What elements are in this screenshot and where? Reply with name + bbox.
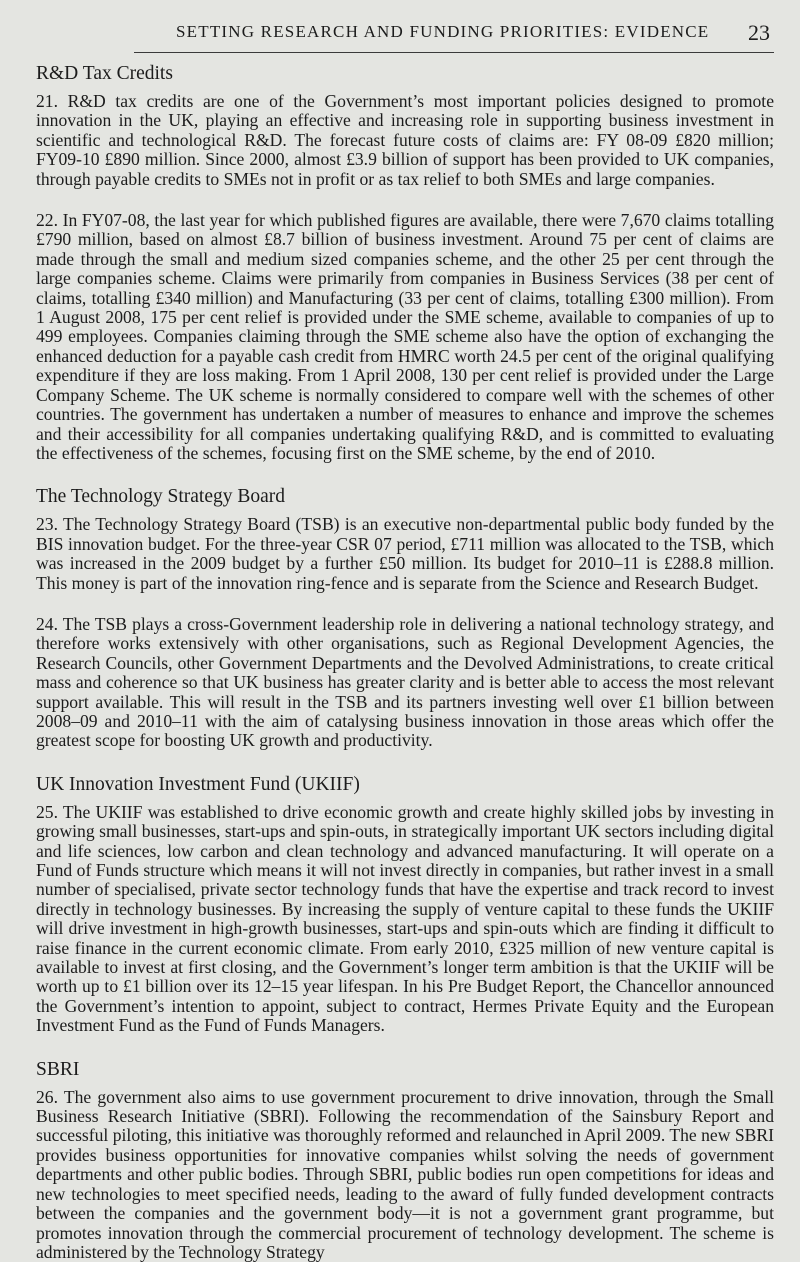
section-rd-tax-credits (36, 62, 774, 463)
section-heading: R&D Tax Credits (36, 63, 173, 84)
paragraph-22: 22. In FY07-08, the last year for which published figures are available, there were 7,670 claims totalling £790 million, based on almost £8.7 billion of business investment. Around 75 per cent of claims are made through the small and medium sized companies scheme, and the other 25 per cent through the large companies scheme. Claims were primarily from companies in Business Services (38 per cent of claims, totalling £340 million) and Manufacturing (33 per cent of claims, totalling £300 million). From 1 August 2008, 175 per cent relief is provided under the SME scheme, available to companies of up to 499 employees. Companies claiming through the SME scheme also have the option of exchanging the enhanced deduction for a payable cash credit from HMRC worth 24.5 per cent of the original qualifying expenditure if they are loss making. From 1 April 2008, 130 per cent relief is provided under the Large Company Scheme. The UK scheme is normally considered to compare well with the schemes of other countries. The government has undertaken a number of measures to enhance and improve the schemes and their accessibility for all companies undertaking qualifying R&D, and is committed to evaluating the effectiveness of the schemes, focusing first on the SME scheme, by the end of 2010. (36, 210, 774, 463)
section-heading: SBRI (36, 1058, 80, 1080)
paragraph-24: 24. The TSB plays a cross-Government leadership role in delivering a national technology strategy, and therefore works extensively with other organisations, such as Regional Development Agencies, the Research Councils, other Government Departments and the Devolved Administrations, to create critical mass and coherence so that UK business has greater clarity and is better able to access the most relevant support available. This will result in the TSB and its partners investing well over £1 billion between 2008–09 and 2010–11 with the aim of catalysing business innovation in those areas which offer the greatest scope for boosting UK growth and productivity. (36, 613, 774, 751)
header-rule (134, 52, 774, 53)
paragraph-26: 26. The government also aims to use government procurement to drive innovation, through the Small Business Research Initiative (SBRI). Following the recommendation of the Sainsbury Report and successful piloting, this initiative was thoroughly reformed and relaunched in April 2009. The new SBRI provides business opportunities for innovative companies whilst solving the needs of government departments and other public bodies. Through SBRI, public bodies run open competitions for ideas and new technologies to meet specified needs, leading to the award of fully funded development contracts between the companies and the government body—it is not a government grant programme, but promotes innovation through the commercial procurement of technology development. The scheme is administered by the Technology Strategy (36, 1086, 774, 1262)
section-ukiif (36, 773, 774, 1036)
paragraph-21: 21. R&D tax credits are one of the Government’s most important policies designed to promote innovation in the UK, playing an effective and increasing role in supporting business investment in scientific and technological R&D. The forecast future costs of claims are: FY 08-09 £820 million; FY09-10 £890 million. Since 2000, almost £3.9 billion of support has been provided to UK companies, through payable credits to SMEs not in profit or as tax relief to both SMEs and large companies. (36, 91, 774, 189)
page-number: 23 (748, 20, 770, 45)
document-body (36, 62, 774, 1262)
running-header-title: SETTING RESEARCH AND FUNDING PRIORITIES: EVIDENCE (176, 22, 710, 41)
section-sbri (36, 1058, 774, 1262)
paragraph-23: 23. The Technology Strategy Board (TSB) is an executive non-departmental public body funded by the BIS innovation budget. For the three-year CSR 07 period, £711 million was allocated to the TSB, which was increased in the 2009 budget by a further £50 million. Its budget for 2010–11 is £288.8 million. This money is part of the innovation ring-fence and is separate from the Science and Research Budget. (36, 514, 774, 593)
section-heading: UK Innovation Investment Fund (UKIIF) (36, 773, 360, 795)
section-heading: The Technology Strategy Board (36, 486, 286, 508)
section-technology-strategy-board (36, 485, 774, 750)
paragraph-25: 25. The UKIIF was established to drive economic growth and create highly skilled jobs by investing in growing small businesses, start-ups and spin-outs, in strategically important UK sectors including digital and life sciences, low carbon and clean technology and advanced manufacturing. It will operate on a Fund of Funds structure which means it will not invest directly in companies, but rather invest in a small number of specialised, private sector technology funds that have the expertise and track record to invest directly in technology businesses. By increasing the supply of venture capital to these funds the UKIIF will drive investment in high-growth businesses, start-ups and spin-outs which are finding it difficult to raise finance in the current economic climate. From early 2010, £325 million of new venture capital is available to invest at first closing, and the Government’s longer term ambition is that the UKIIF will be worth up to £1 billion over its 12–15 year lifespan. In his Pre Budget Report, the Chancellor announced the Government’s intention to appoint, subject to contract, Hermes Private Equity and the European Investment Fund as the Fund of Funds Managers. (36, 801, 774, 1036)
